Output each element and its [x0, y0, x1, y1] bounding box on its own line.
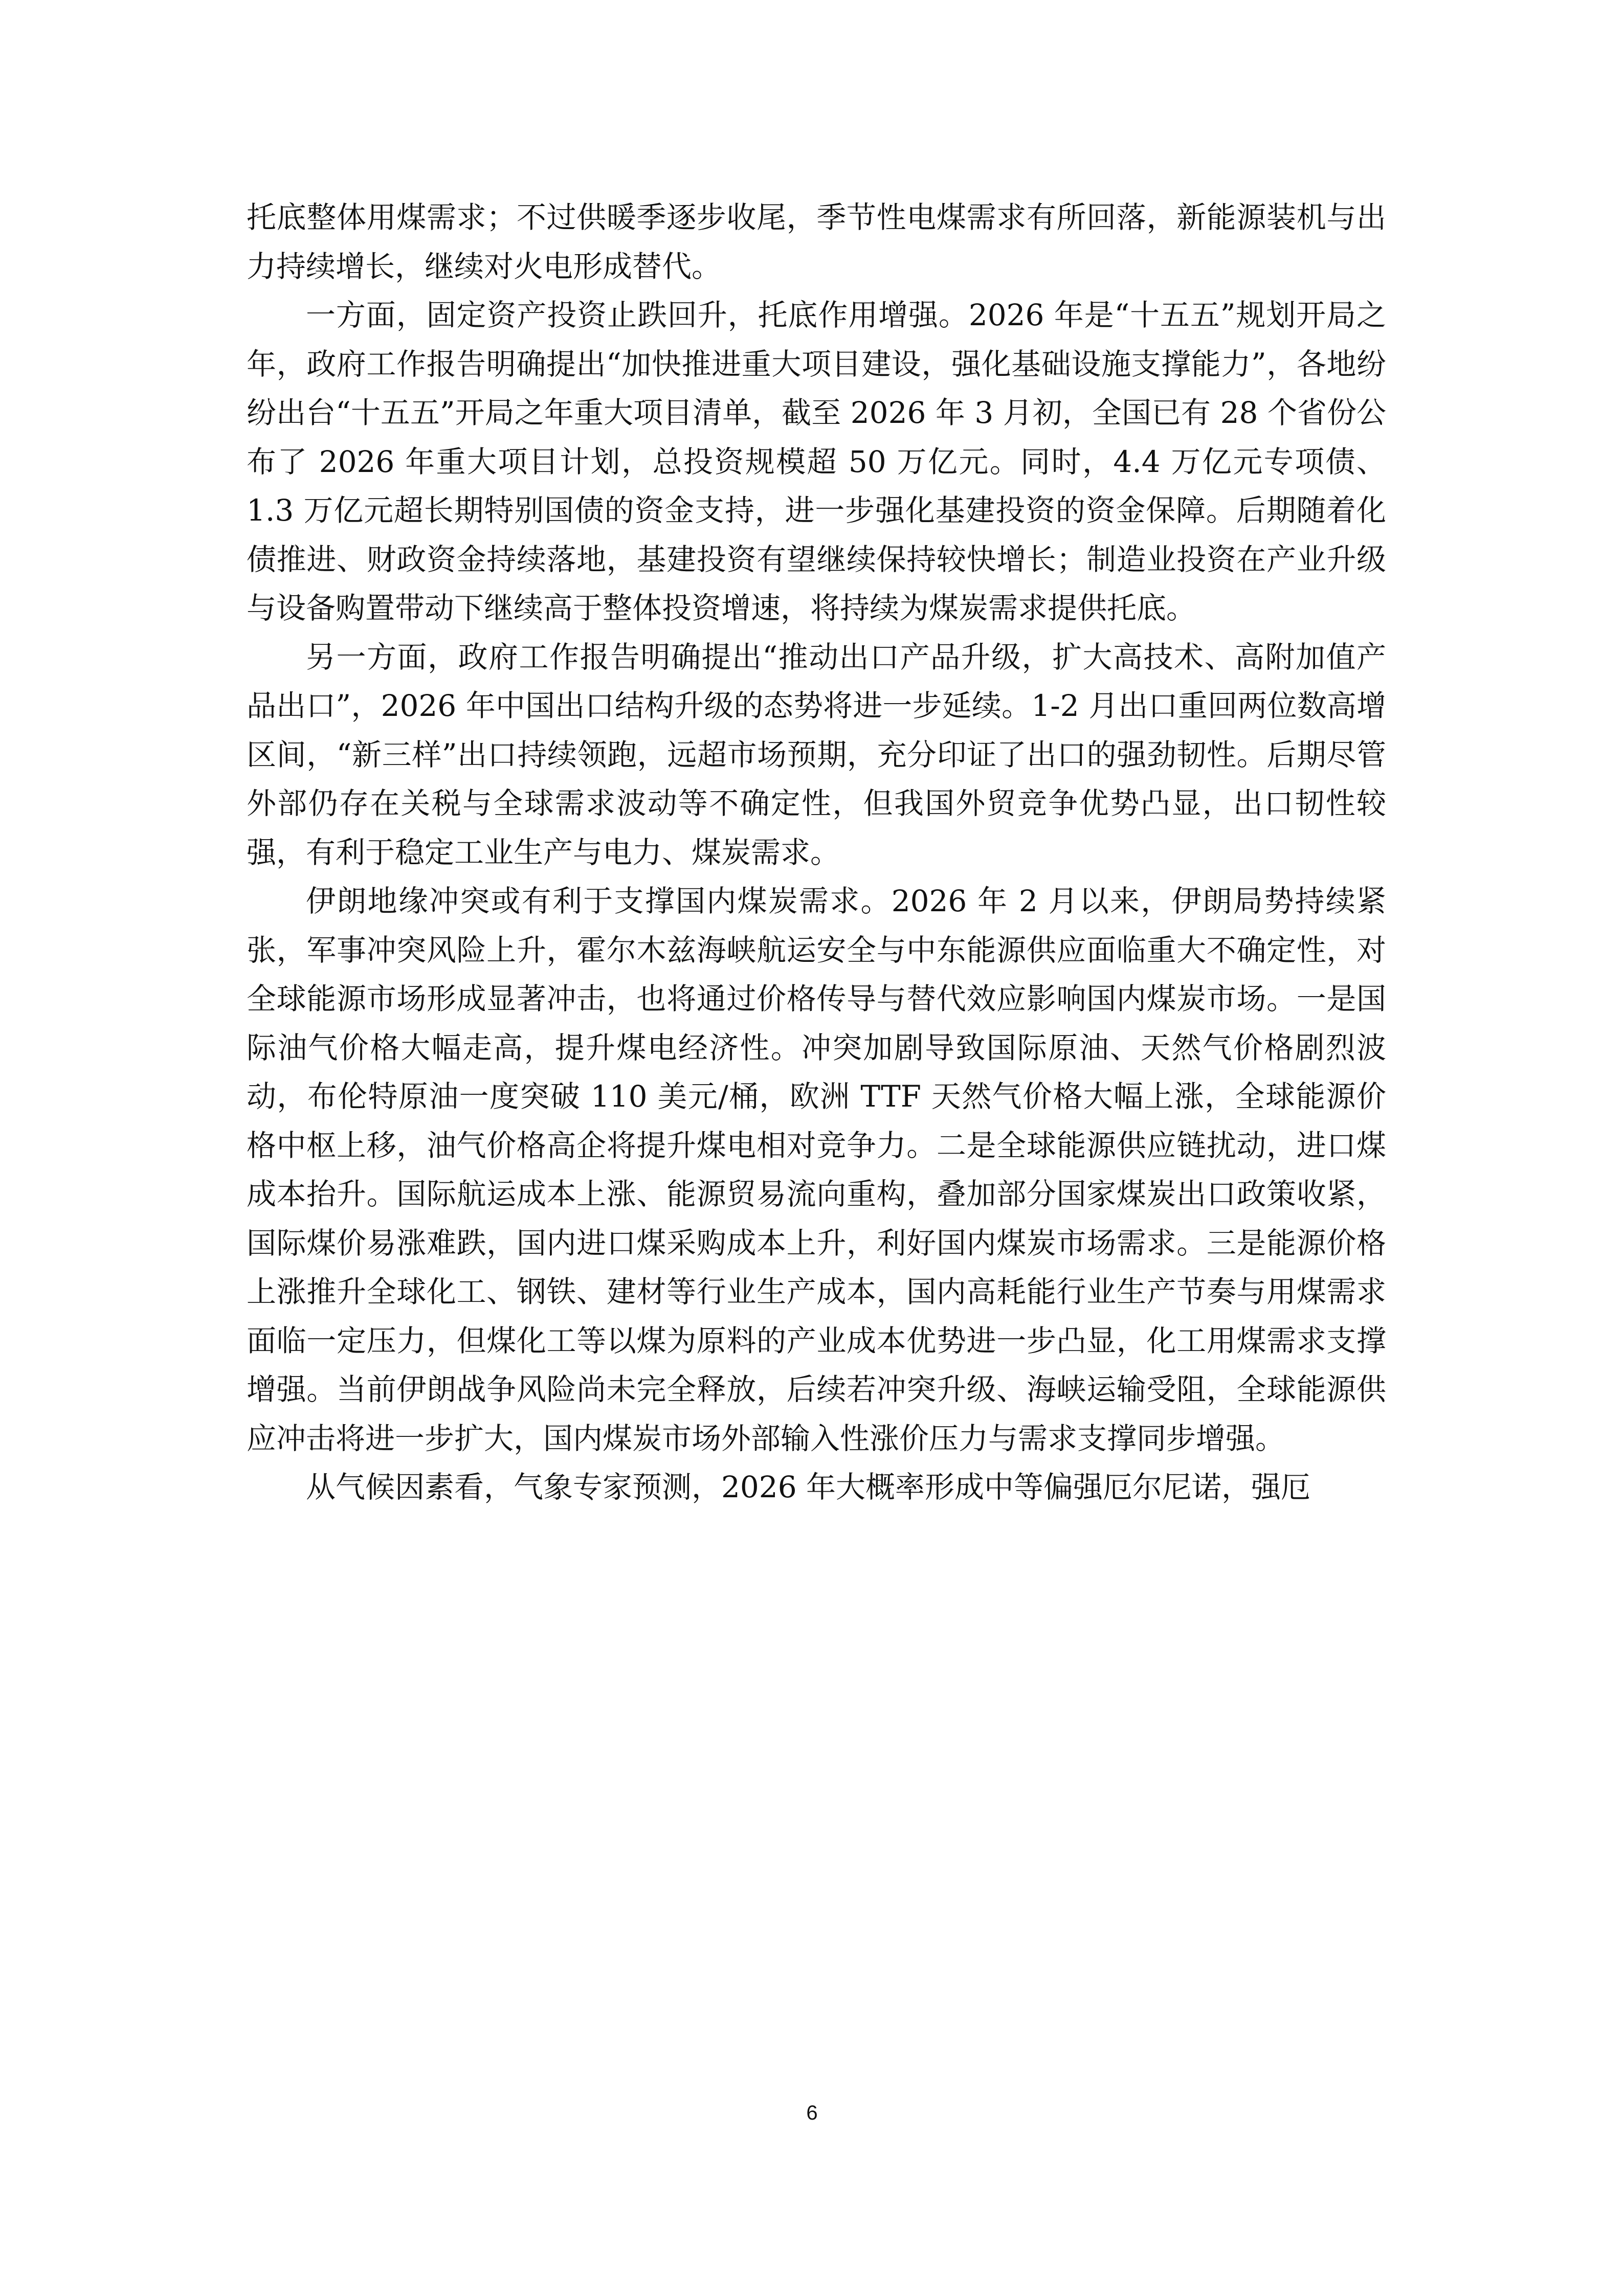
paragraph: 另一方面，政府工作报告明确提出“推动出口产品升级，扩大高技术、高附加值产品出口”，2026 年中国出口结构升级的态势将进一步延续。1-2 月出口重回两位数高增区间，“新三样”出口持续领跑，远超市场预期，充分印证了出口的强劲韧性。后期尽管外部仍存在关税与全球需求波动等不确定性，但我国外贸竞争优势凸显，出口韧性较强，有利于稳定工业生产与电力、煤炭需求。 — [247, 639, 1386, 870]
paragraph: 伊朗地缘冲突或有利于支撑国内煤炭需求。2026 年 2 月以来，伊朗局势持续紧张，军事冲突风险上升，霍尔木兹海峡航运安全与中东能源供应面临重大不确定性，对全球能源市场形成显著冲击，也将通过价格传导与替代效应影响国内煤炭市场。一是国际油气价格大幅走高，提升煤电经济性。冲突加剧导致国际原油、天然气价格剧烈波动，布伦特原油一度突破 110 美元/桶，欧洲 TTF 天然气价格大幅上涨，全球能源价格中枢上移，油气价格高企将提升煤电相对竞争力。二是全球能源供应链扰动，进口煤成本抬升。国际航运成本上涨、能源贸易流向重构，叠加部分国家煤炭出口政策收紧，国际煤价易涨难跌，国内进口煤采购成本上升，利好国内煤炭市场需求。三是能源价格上涨推升全球化工、钢铁、建材等行业生产成本，国内高耗能行业生产节奏与用煤需求面临一定压力，但煤化工等以煤为原料的产业成本优势进一步凸显，化工用煤需求支撑增强。当前伊朗战争风险尚未完全释放，后续若冲突升级、海峡运输受阻，全球能源供应冲击将进一步扩大，国内煤炭市场外部输入性涨价压力与需求支撑同步增强。 — [247, 884, 1386, 1456]
document-body — [247, 193, 1386, 1512]
paragraph: 一方面，固定资产投资止跌回升，托底作用增强。2026 年是“十五五”规划开局之年，政府工作报告明确提出“加快推进重大项目建设，强化基础设施支撑能力”，各地纷纷出台“十五五”开局之年重大项目清单，截至 2026 年 3 月初，全国已有 28 个省份公布了 2026 年重大项目计划，总投资规模超 50 万亿元。同时，4.4 万亿元专项债、1.3 万亿元超长期特别国债的资金支持，进一步强化基建投资的资金保障。后期随着化债推进、财政资金持续落地，基建投资有望继续保持较快增长；制造业投资在产业升级与设备购置带动下继续高于整体投资增速，将持续为煤炭需求提供托底。 — [247, 298, 1386, 625]
paragraph: 托底整体用煤需求；不过供暖季逐步收尾，季节性电煤需求有所回落，新能源装机与出力持续增长，继续对火电形成替代。 — [247, 200, 1386, 284]
page-number: 6 — [806, 2102, 818, 2124]
paragraph: 从气候因素看，气象专家预测，2026 年大概率形成中等偏强厄尔尼诺，强厄 — [306, 1470, 1311, 1504]
